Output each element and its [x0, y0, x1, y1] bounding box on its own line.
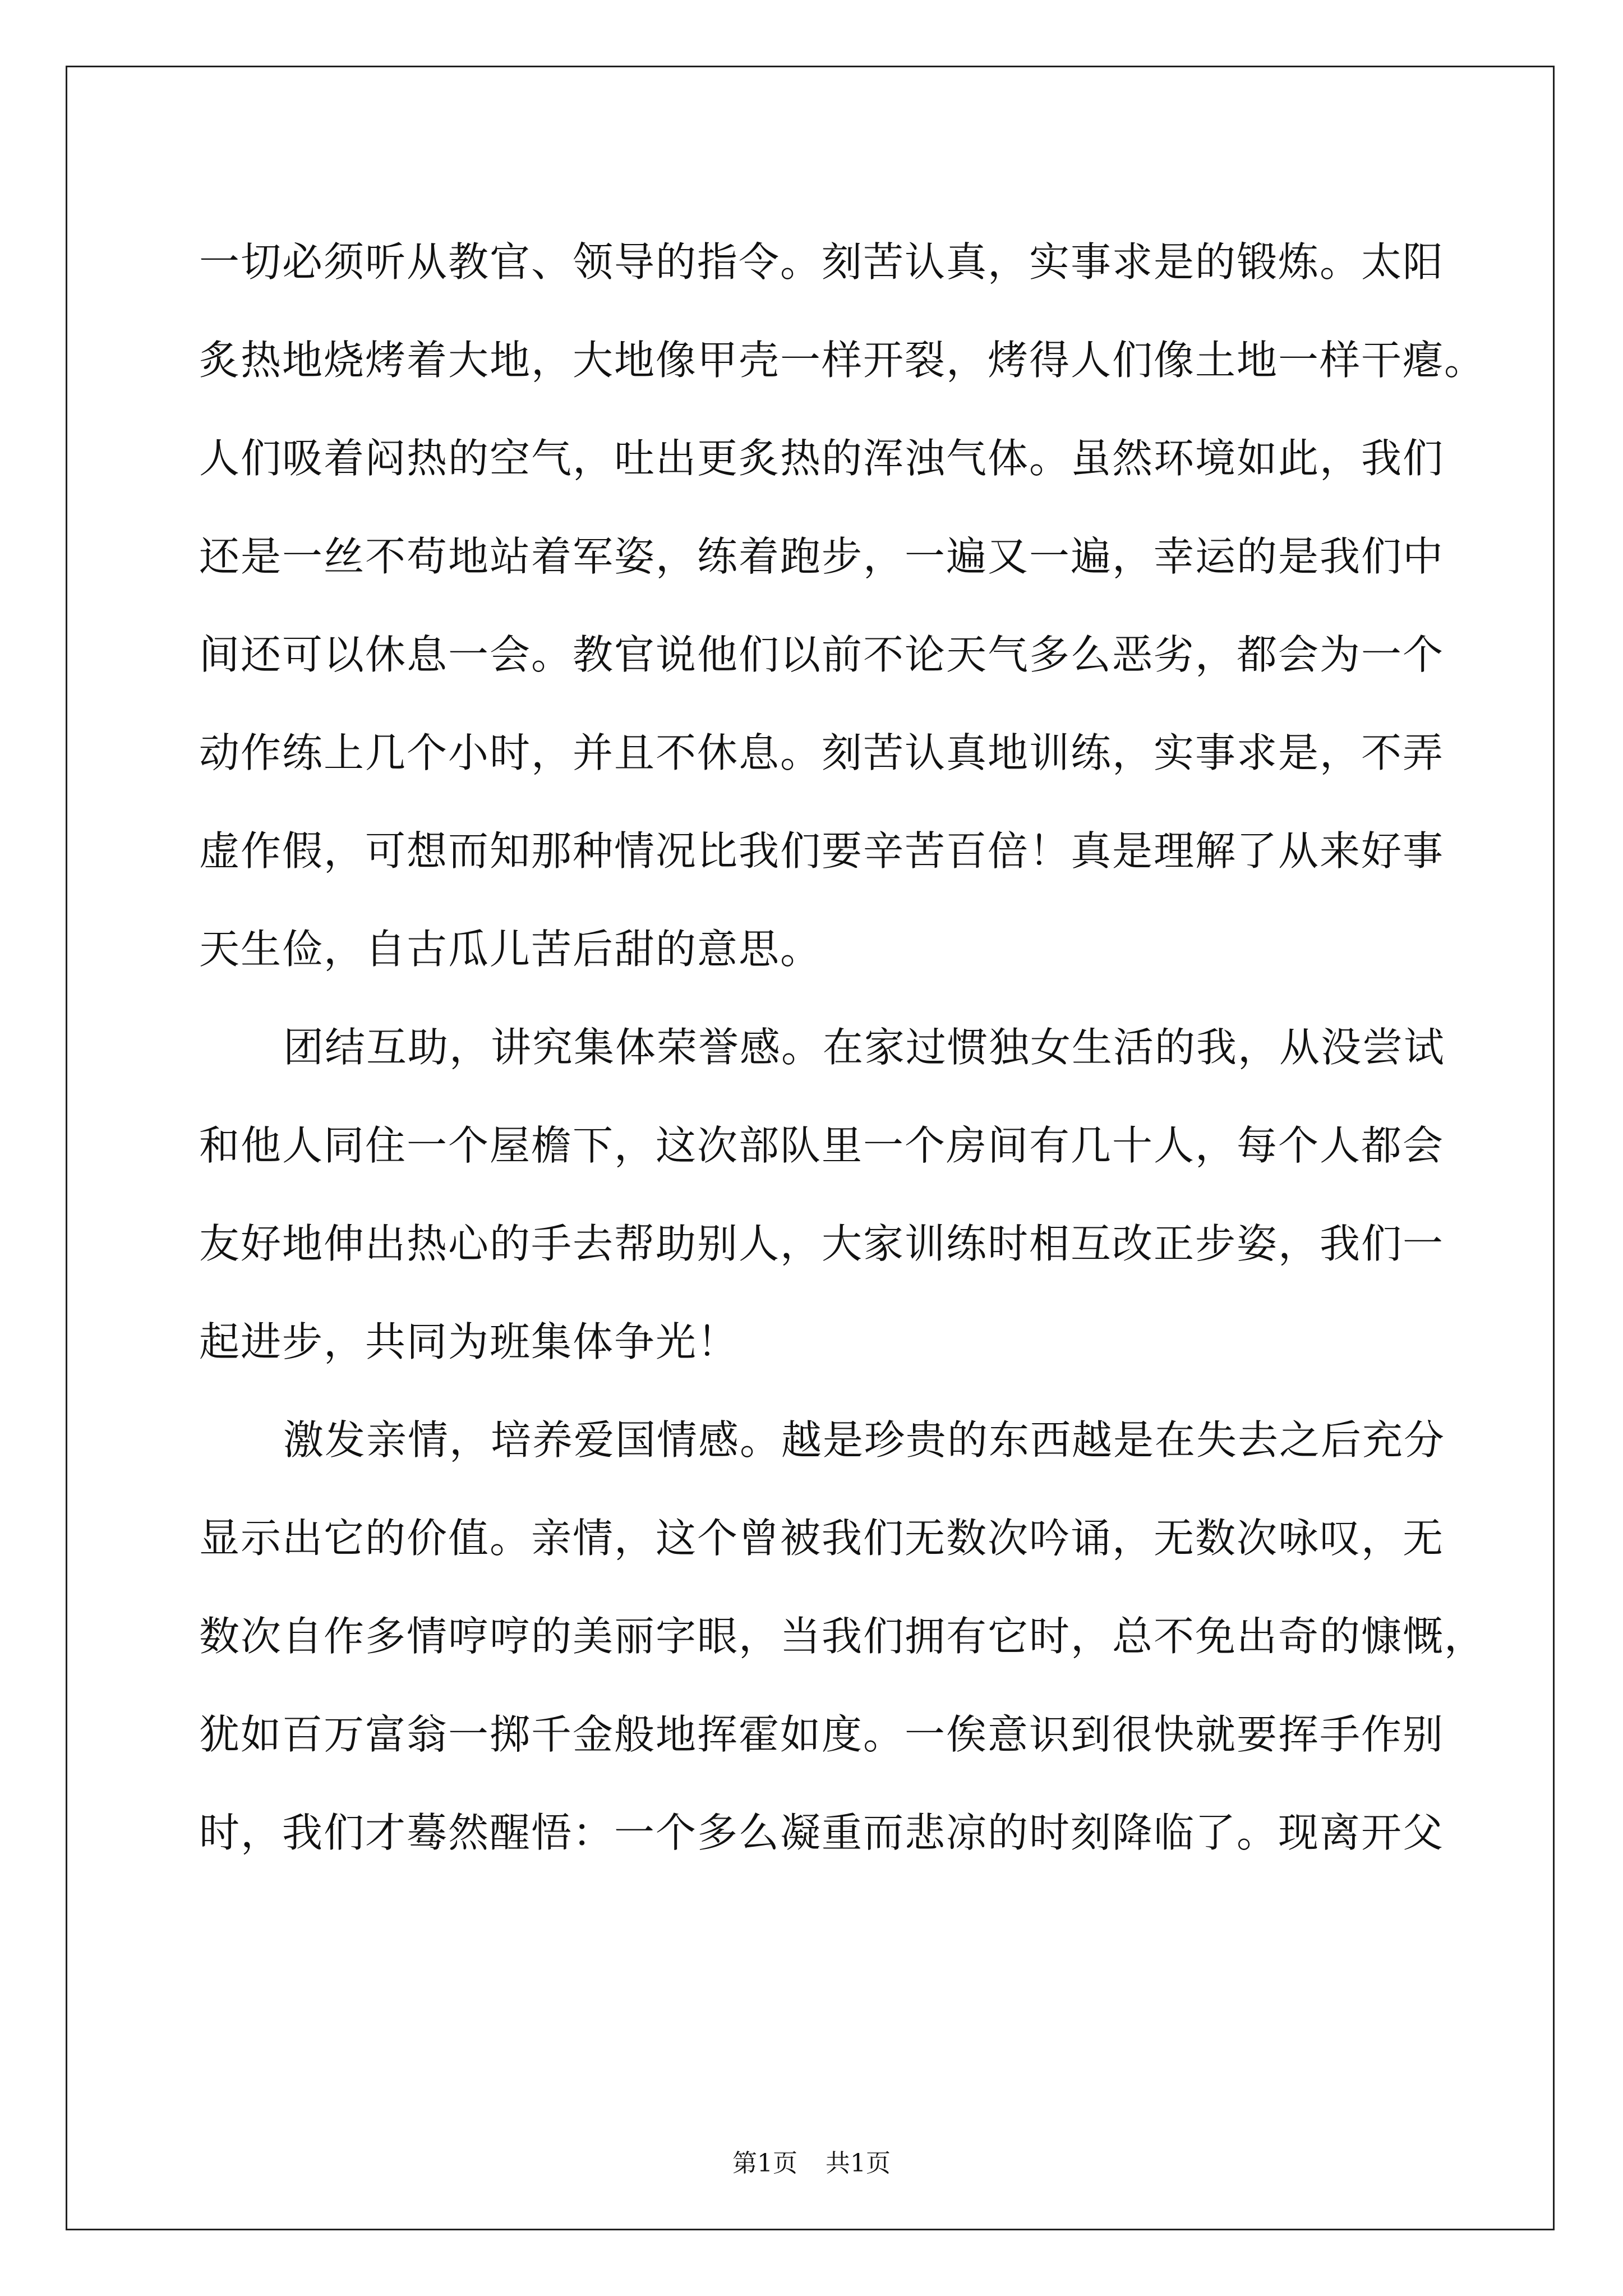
paragraph-3	[199, 1391, 1486, 1882]
text-line: 时，我们才蓦然醒悟：一个多么凝重而悲凉的时刻降临了。现离开父	[199, 1809, 1445, 1856]
text-line: 虚作假，可想而知那种情况比我们要辛苦百倍！真是理解了从来好事	[199, 827, 1445, 875]
page-number-total: 共1页	[826, 2149, 891, 2178]
text-line: 起进步，共同为班集体争光！	[199, 1318, 739, 1365]
text-line: 显示出它的价值。亲情，这个曾被我们无数次吟诵，无数次咏叹，无	[199, 1515, 1445, 1562]
text-line: 人们吸着闷热的空气，吐出更炙热的浑浊气体。虽然环境如此，我们	[199, 435, 1445, 482]
paragraph-1	[199, 213, 1486, 999]
text-line: 间还可以休息一会。教官说他们以前不论天气多么恶劣，都会为一个	[199, 631, 1445, 678]
text-line: 团结互助，讲究集体荣誉感。在家过惯独女生活的我，从没尝试	[283, 1024, 1446, 1071]
text-line: 激发亲情，培养爱国情感。越是珍贵的东西越是在失去之后充分	[283, 1416, 1446, 1464]
text-line: 动作练上几个小时，并且不休息。刻苦认真地训练，实事求是，不弄	[199, 729, 1445, 776]
page-footer	[0, 2143, 1623, 2179]
text-line: 和他人同住一个屋檐下，这次部队里一个房间有几十人，每个人都会	[199, 1122, 1445, 1169]
text-line: 数次自作多情哼哼的美丽字眼，当我们拥有它时，总不免出奇的慷慨，	[199, 1613, 1486, 1660]
text-line: 炙热地烧烤着大地，大地像甲壳一样开裂，烤得人们像土地一样干瘪。	[199, 337, 1486, 384]
text-line: 犹如百万富翁一掷千金般地挥霍如度。一俟意识到很快就要挥手作别	[199, 1711, 1445, 1758]
text-line: 还是一丝不苟地站着军姿，练着跑步，一遍又一遍，幸运的是我们中	[199, 533, 1445, 580]
text-line: 天生俭，自古瓜儿苦后甜的意思。	[199, 926, 822, 973]
paragraph-2	[199, 999, 1446, 1391]
document-body	[199, 213, 1486, 1882]
page-number-current: 第1页	[732, 2149, 797, 2178]
text-line: 一切必须听从教官、领导的指令。刻苦认真，实事求是的锻炼。太阳	[199, 238, 1445, 286]
text-line: 友好地伸出热心的手去帮助别人，大家训练时相互改正步姿，我们一	[199, 1220, 1445, 1267]
